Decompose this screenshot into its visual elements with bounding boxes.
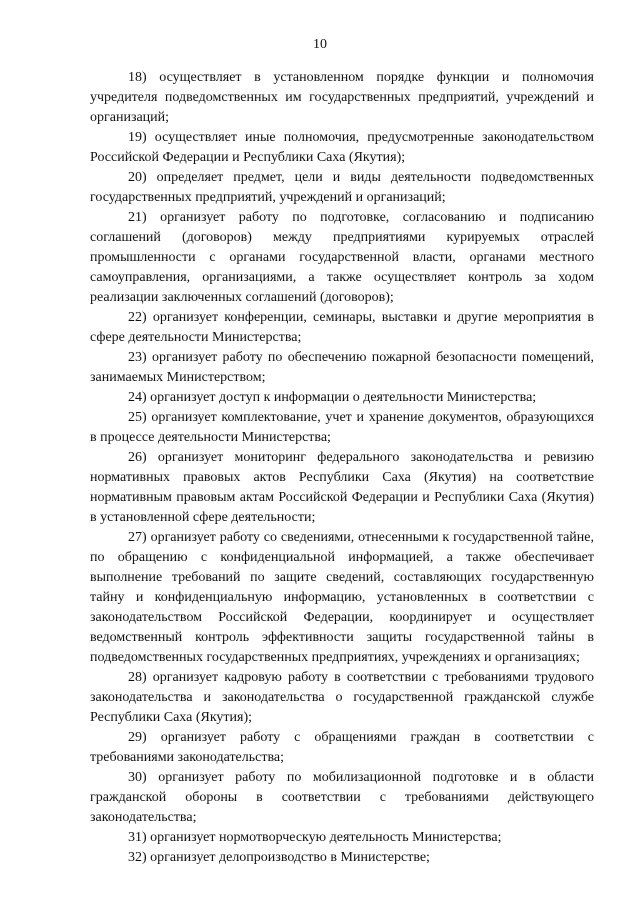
paragraph-31: 31) организует нормотворческую деятельность Министерства; bbox=[128, 830, 502, 845]
paragraph-32: 32) организует делопроизводство в Министерстве; bbox=[128, 850, 430, 865]
document-body bbox=[90, 68, 594, 868]
paragraph-26: 26) организует мониторинг федерального законодательства и ревизию нормативных правовых актов Республики Саха (Якутия) на соответствие нормативным правовым актам Российской Федерации и Республики Саха (Якутия) в установленной сфере деятельности; bbox=[90, 450, 594, 525]
paragraph-24: 24) организует доступ к информации о деятельности Министерства; bbox=[128, 390, 537, 405]
page-number: 10 bbox=[313, 37, 327, 52]
paragraph-19: 19) осуществляет иные полномочия, предусмотренные законодательством Российской Федерации и Республики Саха (Якутия); bbox=[90, 130, 594, 165]
paragraph-20: 20) определяет предмет, цели и виды деятельности подведомственных государственных предприятий, учреждений и организаций; bbox=[90, 170, 594, 205]
paragraph-18: 18) осуществляет в установленном порядке функции и полномочия учредителя подведомственных им государственных предприятий, учреждений и организаций; bbox=[90, 70, 594, 125]
paragraph-28: 28) организует кадровую работу в соответствии с требованиями трудового законодательства и законодательства о государственной гражданской службе Республики Саха (Якутия); bbox=[90, 670, 594, 725]
paragraph-21: 21) организует работу по подготовке, согласованию и подписанию соглашений (договоров) между предприятиями курируемых отраслей промышленности с органами государственной власти, органами местного самоуправления, организациями, а также осуществляет контроль за ходом реализации заключенных соглашений (договоров); bbox=[90, 210, 594, 305]
paragraph-25: 25) организует комплектование, учет и хранение документов, образующихся в процессе деятельности Министерства; bbox=[90, 410, 594, 445]
paragraph-27: 27) организует работу со сведениями, отнесенными к государственной тайне, по обращению с конфиденциальной информацией, а также обеспечивает выполнение требований по защите сведений, составляющих государственную тайну и конфиденциальную информацию, установленных в соответствии с законодательством Российской Федерации, координирует и осуществляет ведомственный контроль эффективности защиты государственной тайны в подведомственных государственных предприятиях, учреждениях и организациях; bbox=[90, 530, 594, 665]
paragraph-22: 22) организует конференции, семинары, выставки и другие мероприятия в сфере деятельности Министерства; bbox=[90, 310, 594, 345]
paragraph-23: 23) организует работу по обеспечению пожарной безопасности помещений, занимаемых Министерством; bbox=[90, 350, 594, 385]
paragraph-29: 29) организует работу с обращениями граждан в соответствии с требованиями законодательства; bbox=[90, 730, 594, 765]
paragraph-30: 30) организует работу по мобилизационной подготовке и в области гражданской обороны в соответствии с требованиями действующего законодательства; bbox=[90, 770, 594, 825]
